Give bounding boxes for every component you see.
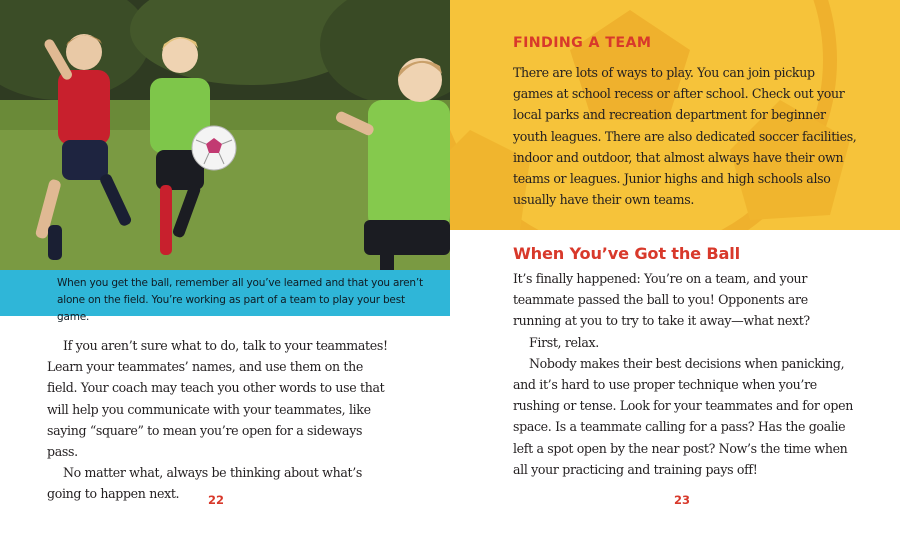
finding-a-team-sidebar bbox=[450, 0, 900, 230]
soccer-photo-illustration bbox=[0, 0, 450, 270]
body-paragraph: It’s finally happened: You’re on a team, and your teammate passed the ball to you! Opponents are running at you to try to take it away—what next? bbox=[513, 271, 810, 329]
sidebar-body: There are lots of ways to play. You can join pickup games at school recess or after school. Check out your local parks and recreation department for beginner youth leagues. There are also dedicated soccer facilities, indoor and outdoor, that almost always have their own teams or leagues. Junior highs and high schools also usually have their own teams. bbox=[513, 65, 857, 208]
page-number-right: 23 bbox=[674, 493, 691, 507]
body-paragraph: Nobody makes their best decisions when panicking, and it’s hard to use proper technique when you’re rushing or tense. Look for your teammates and for open space. Is a teammate calling for a pass? Has the goalie left a spot open by the near post? Now’s the time when all your practicing and training pays off! bbox=[513, 355, 853, 477]
body-paragraph: First, relax. bbox=[529, 334, 599, 350]
caption-line: When you get the ball, remember all you’ve learned and that you aren’t bbox=[57, 277, 423, 289]
body-paragraph: No matter what, always be thinking about what’s going to happen next. bbox=[47, 465, 362, 502]
soccer-photo bbox=[0, 0, 450, 270]
page-number-left: 22 bbox=[208, 493, 225, 507]
photo-caption bbox=[0, 270, 450, 323]
sidebar-heading: FINDING A TEAM bbox=[513, 35, 652, 51]
caption-line: alone on the field. You’re working as part of a team to play your best game. bbox=[57, 294, 405, 323]
right-page-body bbox=[513, 268, 858, 480]
section-heading: When You’ve Got the Ball bbox=[513, 244, 740, 263]
left-page-body bbox=[47, 335, 390, 505]
body-paragraph: If you aren’t sure what to do, talk to your teammates! Learn your teammates’ names, and use them on the field. Your coach may teach you other words to use that will help you communicate with your teammates, like saying “square” to mean you’re open for a sideways pass. bbox=[47, 338, 388, 460]
